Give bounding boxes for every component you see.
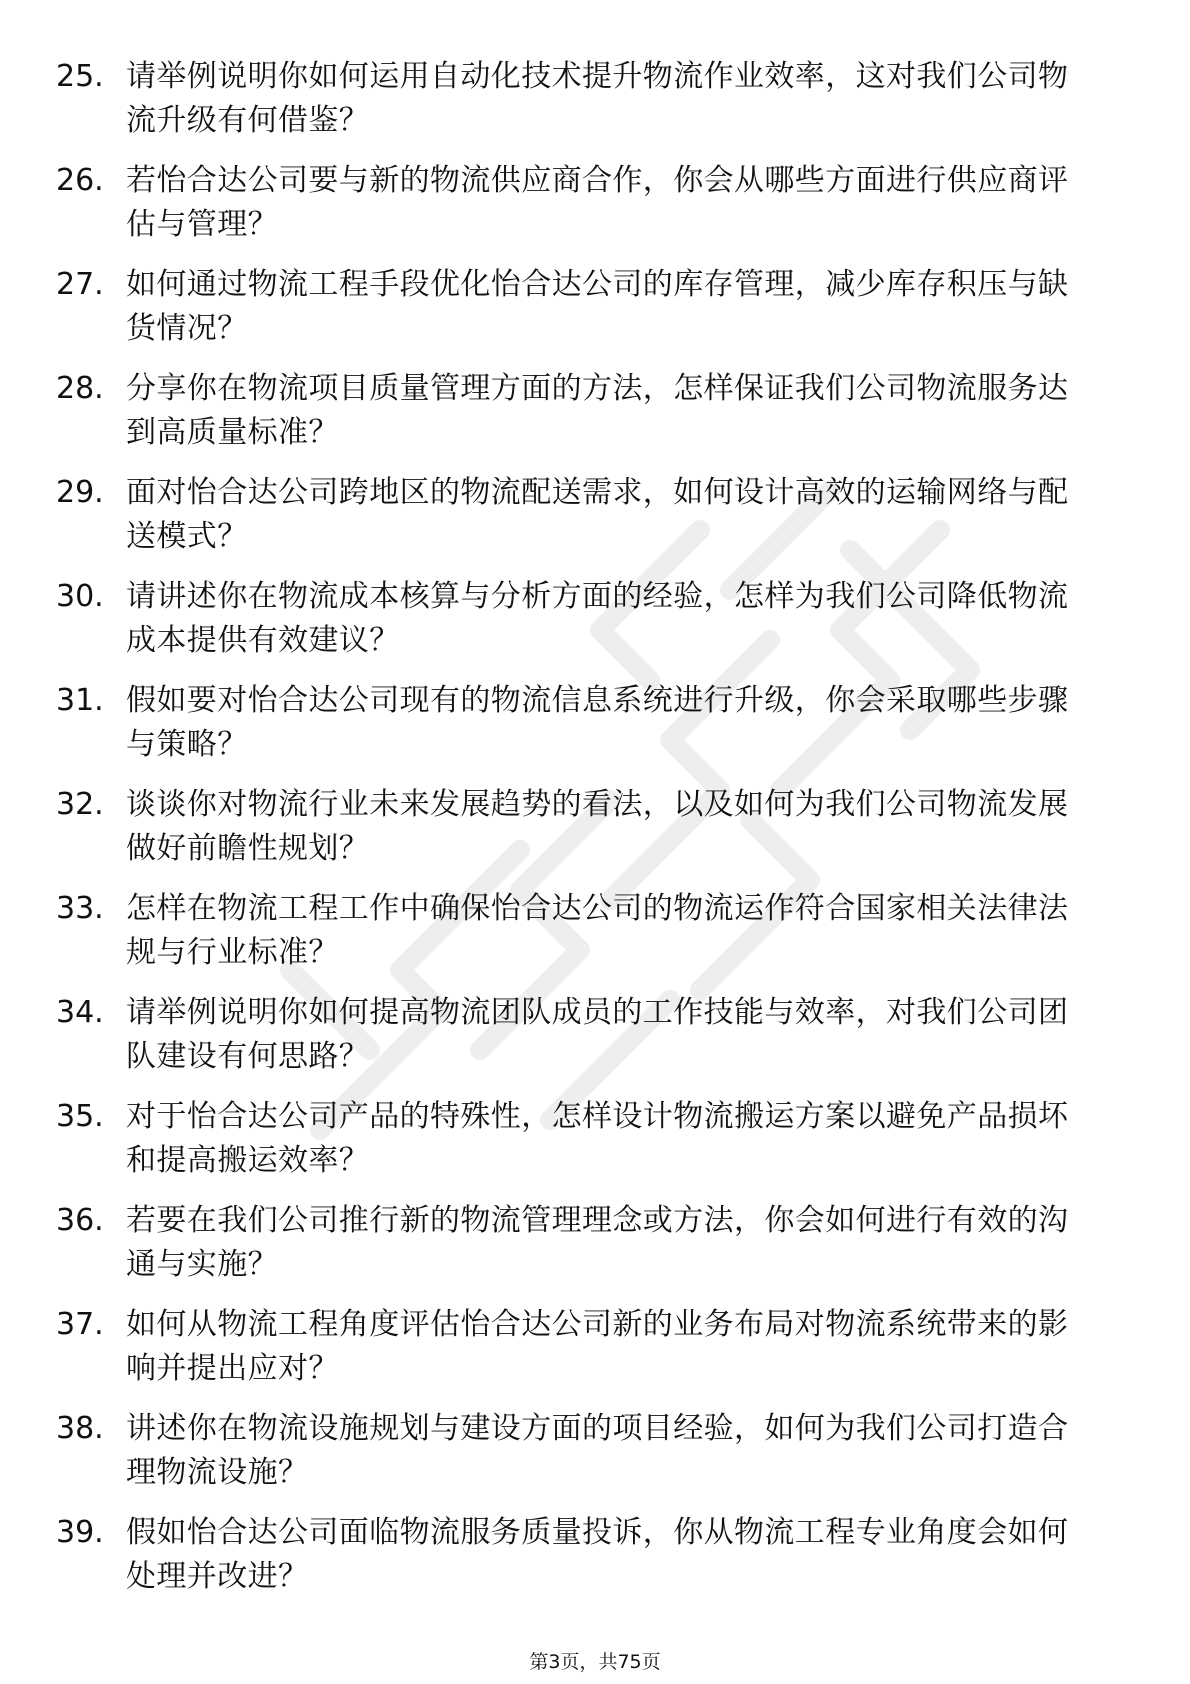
question-item: [56, 471, 1116, 575]
question-item: [56, 887, 1116, 991]
question-list: [56, 55, 1116, 1615]
question-number: 36.: [56, 1203, 104, 1238]
question-text: 怎样在物流工程工作中确保怡合达公司的物流运作符合国家相关法律法规与行业标准？: [126, 891, 1069, 970]
question-number: 35.: [56, 1099, 104, 1134]
question-item: [56, 263, 1116, 367]
question-item: [56, 1511, 1116, 1615]
question-item: [56, 991, 1116, 1095]
question-text: 假如要对怡合达公司现有的物流信息系统进行升级，你会采取哪些步骤与策略？: [126, 683, 1069, 762]
question-item: [56, 783, 1116, 887]
question-text: 假如怡合达公司面临物流服务质量投诉，你从物流工程专业角度会如何处理并改进？: [126, 1515, 1069, 1594]
question-item: [56, 575, 1116, 679]
question-item: [56, 1199, 1116, 1303]
question-text: 若要在我们公司推行新的物流管理理念或方法，你会如何进行有效的沟通与实施？: [126, 1203, 1069, 1282]
question-item: [56, 367, 1116, 471]
question-number: 32.: [56, 787, 104, 822]
question-text: 对于怡合达公司产品的特殊性，怎样设计物流搬运方案以避免产品损坏和提高搬运效率？: [126, 1099, 1069, 1178]
question-number: 26.: [56, 163, 104, 198]
question-item: [56, 55, 1116, 159]
question-text: 如何从物流工程角度评估怡合达公司新的业务布局对物流系统带来的影响并提出应对？: [126, 1307, 1069, 1386]
question-text: 讲述你在物流设施规划与建设方面的项目经验，如何为我们公司打造合理物流设施？: [126, 1411, 1069, 1490]
question-text: 如何通过物流工程手段优化怡合达公司的库存管理，减少库存积压与缺货情况？: [126, 267, 1069, 346]
question-number: 28.: [56, 371, 104, 406]
question-text: 若怡合达公司要与新的物流供应商合作，你会从哪些方面进行供应商评估与管理？: [126, 163, 1069, 242]
question-item: [56, 1407, 1116, 1511]
page-number-footer: 第3页，共75页: [529, 1651, 661, 1673]
question-number: 29.: [56, 475, 104, 510]
question-number: 39.: [56, 1515, 104, 1550]
question-text: 请举例说明你如何提高物流团队成员的工作技能与效率，对我们公司团队建设有何思路？: [126, 995, 1069, 1074]
question-item: [56, 1095, 1116, 1199]
question-number: 25.: [56, 59, 104, 94]
question-text: 面对怡合达公司跨地区的物流配送需求，如何设计高效的运输网络与配送模式？: [126, 475, 1069, 554]
question-item: [56, 1303, 1116, 1407]
question-number: 30.: [56, 579, 104, 614]
question-item: [56, 679, 1116, 783]
question-number: 34.: [56, 995, 104, 1030]
question-number: 38.: [56, 1411, 104, 1446]
question-number: 33.: [56, 891, 104, 926]
question-text: 分享你在物流项目质量管理方面的方法，怎样保证我们公司物流服务达到高质量标准？: [126, 371, 1069, 450]
question-number: 37.: [56, 1307, 104, 1342]
question-text: 谈谈你对物流行业未来发展趋势的看法，以及如何为我们公司物流发展做好前瞻性规划？: [126, 787, 1069, 866]
question-number: 31.: [56, 683, 104, 718]
question-text: 请讲述你在物流成本核算与分析方面的经验，怎样为我们公司降低物流成本提供有效建议？: [126, 579, 1069, 658]
question-number: 27.: [56, 267, 104, 302]
question-text: 请举例说明你如何运用自动化技术提升物流作业效率，这对我们公司物流升级有何借鉴？: [126, 59, 1069, 138]
question-item: [56, 159, 1116, 263]
